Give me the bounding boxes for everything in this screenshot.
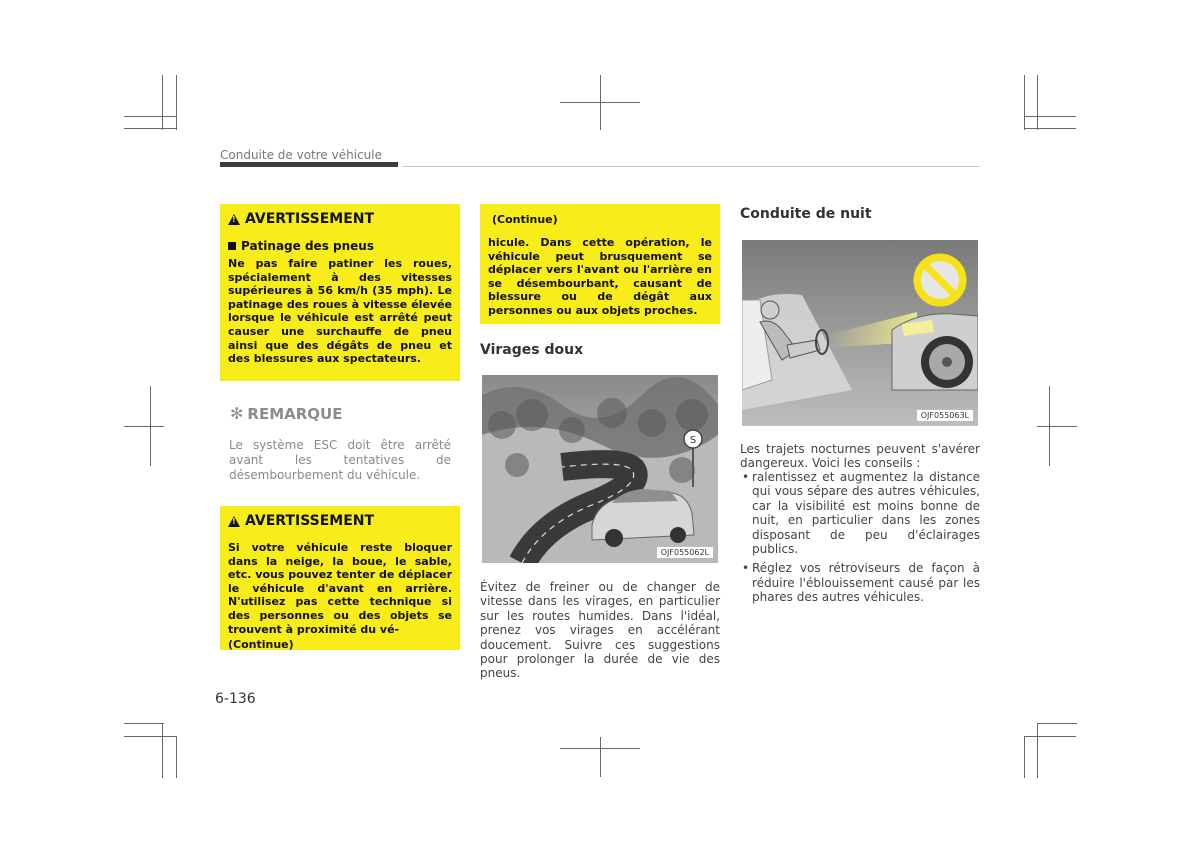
- note-body: Le système ESC doit être arrêté avant les tentatives de désembourbement du véhicule.: [229, 438, 451, 482]
- crop-mark: [176, 736, 177, 778]
- warning-triangle-icon: [228, 516, 240, 527]
- nuit-intro: Les trajets nocturnes peuvent s'avérer dangereux. Voici les conseils :: [740, 442, 980, 471]
- header-bar: [220, 162, 398, 167]
- crop-mark: [1024, 128, 1076, 129]
- curved-road-illustration: [482, 375, 718, 563]
- section-title-virages: Virages doux: [480, 342, 584, 358]
- figure-code: OJF055063L: [916, 409, 974, 422]
- warning-box-continued: [480, 204, 720, 324]
- crop-mark: [1037, 723, 1038, 778]
- warning-body: hicule. Dans cette opération, le véhicule peut brusquement se déplacer vers l'avant ou l'arrière en se désembourbant, causant de blessure ou de dégât aux personnes ou aux objets proches.: [488, 236, 712, 317]
- crop-mark: [1024, 736, 1025, 778]
- registration-mark: [600, 737, 601, 777]
- warning-subtitle-row: [228, 239, 452, 253]
- warning-title-row: [228, 211, 452, 227]
- crop-mark: [124, 736, 176, 737]
- list-item: • Réglez vos rétroviseurs de façon à réduire l'éblouissement causé par les phares des autres véhicules.: [740, 561, 980, 604]
- header-rule: [402, 166, 980, 167]
- figure-curved-road: [482, 375, 718, 563]
- virages-body: Évitez de freiner ou de changer de vitesse dans les virages, en particulier sur les routes humides. Dans l'idéal, prenez vos virages en accélérant doucement. Suivre ces suggestions pour prolonger la durée de vie des pneus.: [480, 580, 720, 681]
- registration-mark: [560, 102, 640, 103]
- nuit-bullet-list: [740, 470, 980, 610]
- figure-code: OJF055062L: [656, 546, 714, 559]
- warning-body: Si votre véhicule reste bloquer dans la neige, la boue, le sable, etc. vous pouvez tenter de déplacer le véhicule d'avant en arrière. N'utilisez pas cette technique si des personnes ou des objets se trouvent à proximité du vé-: [228, 541, 452, 636]
- registration-mark: [1037, 426, 1077, 427]
- crop-mark: [1024, 736, 1076, 737]
- registration-mark: [124, 426, 164, 427]
- note-title: REMARQUE: [247, 404, 343, 423]
- crop-mark: [124, 723, 164, 724]
- registration-mark: [560, 748, 640, 749]
- crop-mark: [162, 75, 163, 130]
- section-title-nuit: Conduite de nuit: [740, 206, 872, 222]
- asterisk-icon: ✻: [230, 404, 244, 423]
- section-header-title: Conduite de votre véhicule: [220, 148, 382, 162]
- warning-subtitle: Patinage des pneus: [241, 239, 374, 253]
- crop-mark: [1037, 75, 1038, 130]
- crop-mark: [124, 128, 176, 129]
- figure-night-driving: [742, 240, 978, 426]
- crop-mark: [162, 723, 163, 778]
- crop-mark: [1024, 75, 1025, 130]
- warning-body: Ne pas faire patiner les roues, spécialement à des vitesses supérieures à 56 km/h (35 mph). Le patinage des roues à vitesse élevée lorsque le véhicule est arrêté peut causer une surchauffe de pneu ainsi que des dégâts de pneu et des blessures aux spectateurs.: [228, 257, 452, 366]
- note-title-row: [230, 404, 342, 423]
- warning-title-row: [228, 513, 452, 529]
- square-bullet-icon: [228, 242, 236, 250]
- warning-box-stuck-vehicle: [220, 506, 460, 650]
- crop-mark: [176, 75, 177, 130]
- crop-mark: [1024, 116, 1076, 117]
- night-driving-illustration: [742, 240, 978, 426]
- warning-box-tire-spin: [220, 204, 460, 381]
- crop-mark: [1037, 723, 1077, 724]
- crop-mark: [124, 116, 176, 117]
- warning-triangle-icon: [228, 214, 240, 225]
- warning-continue-label: (Continue): [228, 638, 294, 652]
- warning-title: AVERTISSEMENT: [245, 211, 375, 227]
- page-number: 6-136: [215, 691, 256, 707]
- svg-text:S: S: [689, 435, 697, 446]
- warning-continue-label: (Continue): [492, 213, 558, 226]
- warning-title: AVERTISSEMENT: [245, 513, 375, 529]
- list-item: • ralentissez et augmentez la distance qui vous sépare des autres véhicules, car la visibilité est moins bonne de nuit, en particulier dans les zones disposant de peu d'éclairages publics.: [740, 470, 980, 556]
